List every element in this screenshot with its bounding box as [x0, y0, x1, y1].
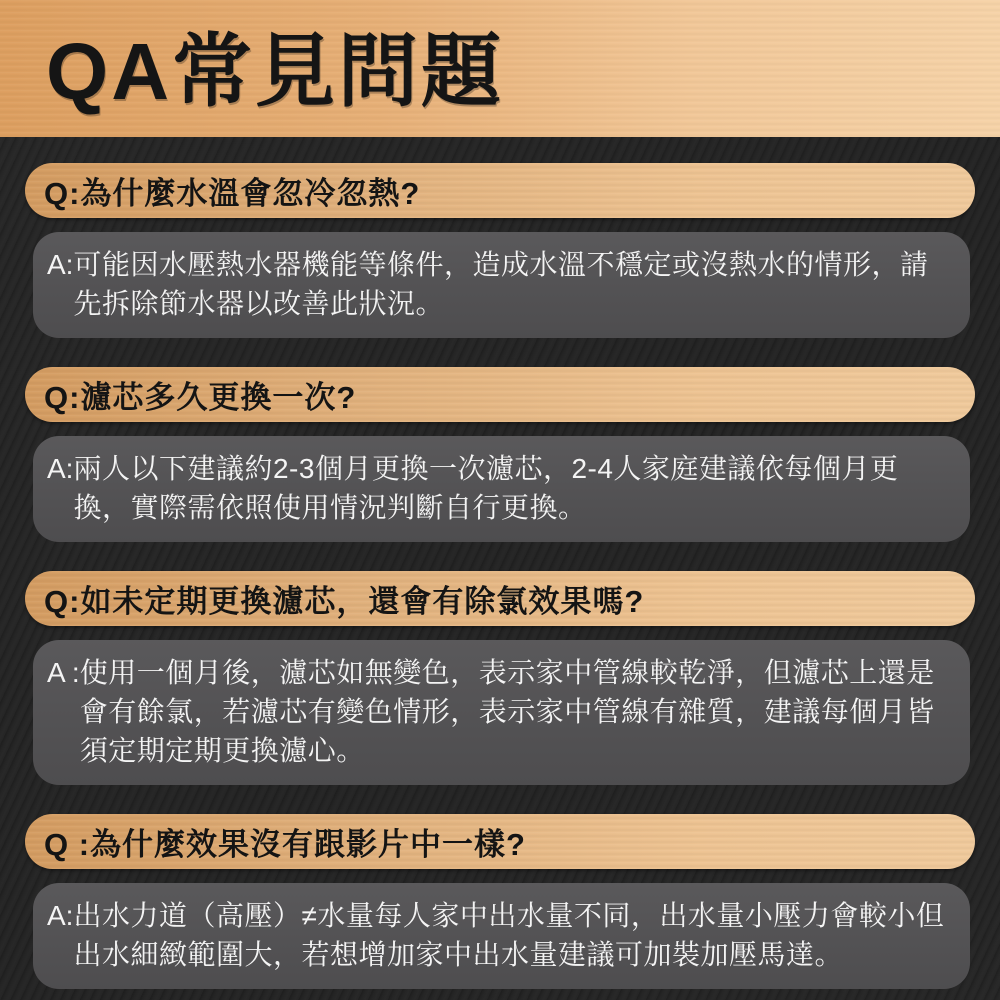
answer-text: 使用一個月後，濾芯如無變色，表示家中管線較乾淨，但濾芯上還是會有餘氯，若濾芯有變色情形，表示家中管線有雜質，建議每個月皆須定期定期更換濾心。	[79, 657, 935, 766]
answer-box	[33, 232, 970, 338]
answer-box	[33, 436, 970, 542]
question-text	[44, 576, 644, 621]
answer-prefix: A:	[47, 900, 74, 931]
question-prefix: Q :	[44, 827, 91, 862]
question-prefix: Q:	[44, 176, 81, 211]
faq-item	[25, 367, 975, 542]
faq-item	[25, 814, 975, 989]
question-prefix: Q:	[44, 584, 81, 619]
answer-box	[33, 883, 970, 989]
faq-item	[25, 163, 975, 338]
faq-list	[0, 137, 1000, 989]
question-bar	[25, 367, 975, 422]
question-bar	[25, 571, 975, 626]
answer-text: 兩人以下建議約2-3個月更換一次濾芯，2-4人家庭建議依每個月更換，實際需依照使用情況判斷自行更換。	[73, 453, 899, 523]
question-prefix: Q:	[44, 380, 81, 415]
answer-text: 出水力道（高壓）≠水量每人家中出水量不同，出水量小壓力會較小但出水細緻範圍大，若想增加家中出水量建議可加裝加壓馬達。	[73, 900, 945, 970]
header-banner	[0, 0, 1000, 137]
answer-text: 可能因水壓熱水器機能等條件，造成水溫不穩定或沒熱水的情形，請先拆除節水器以改善此狀況。	[73, 249, 929, 319]
answer-prefix: A :	[47, 657, 80, 688]
question-text	[44, 819, 526, 864]
page-title: QA常見問題	[46, 26, 504, 116]
answer-prefix: A:	[47, 453, 74, 484]
question-text	[44, 372, 356, 417]
answer-box	[33, 640, 970, 785]
question-text	[44, 168, 420, 213]
question-bar	[25, 163, 975, 218]
question-label: 為什麼效果沒有跟影片中一樣?	[90, 827, 526, 862]
answer-prefix: A:	[47, 249, 74, 280]
question-label: 濾芯多久更換一次?	[80, 380, 357, 415]
question-label: 如未定期更換濾芯，還會有除氯效果嗎?	[80, 584, 645, 619]
question-label: 為什麼水溫會忽冷忽熱?	[80, 176, 421, 211]
question-bar	[25, 814, 975, 869]
faq-item	[25, 571, 975, 785]
